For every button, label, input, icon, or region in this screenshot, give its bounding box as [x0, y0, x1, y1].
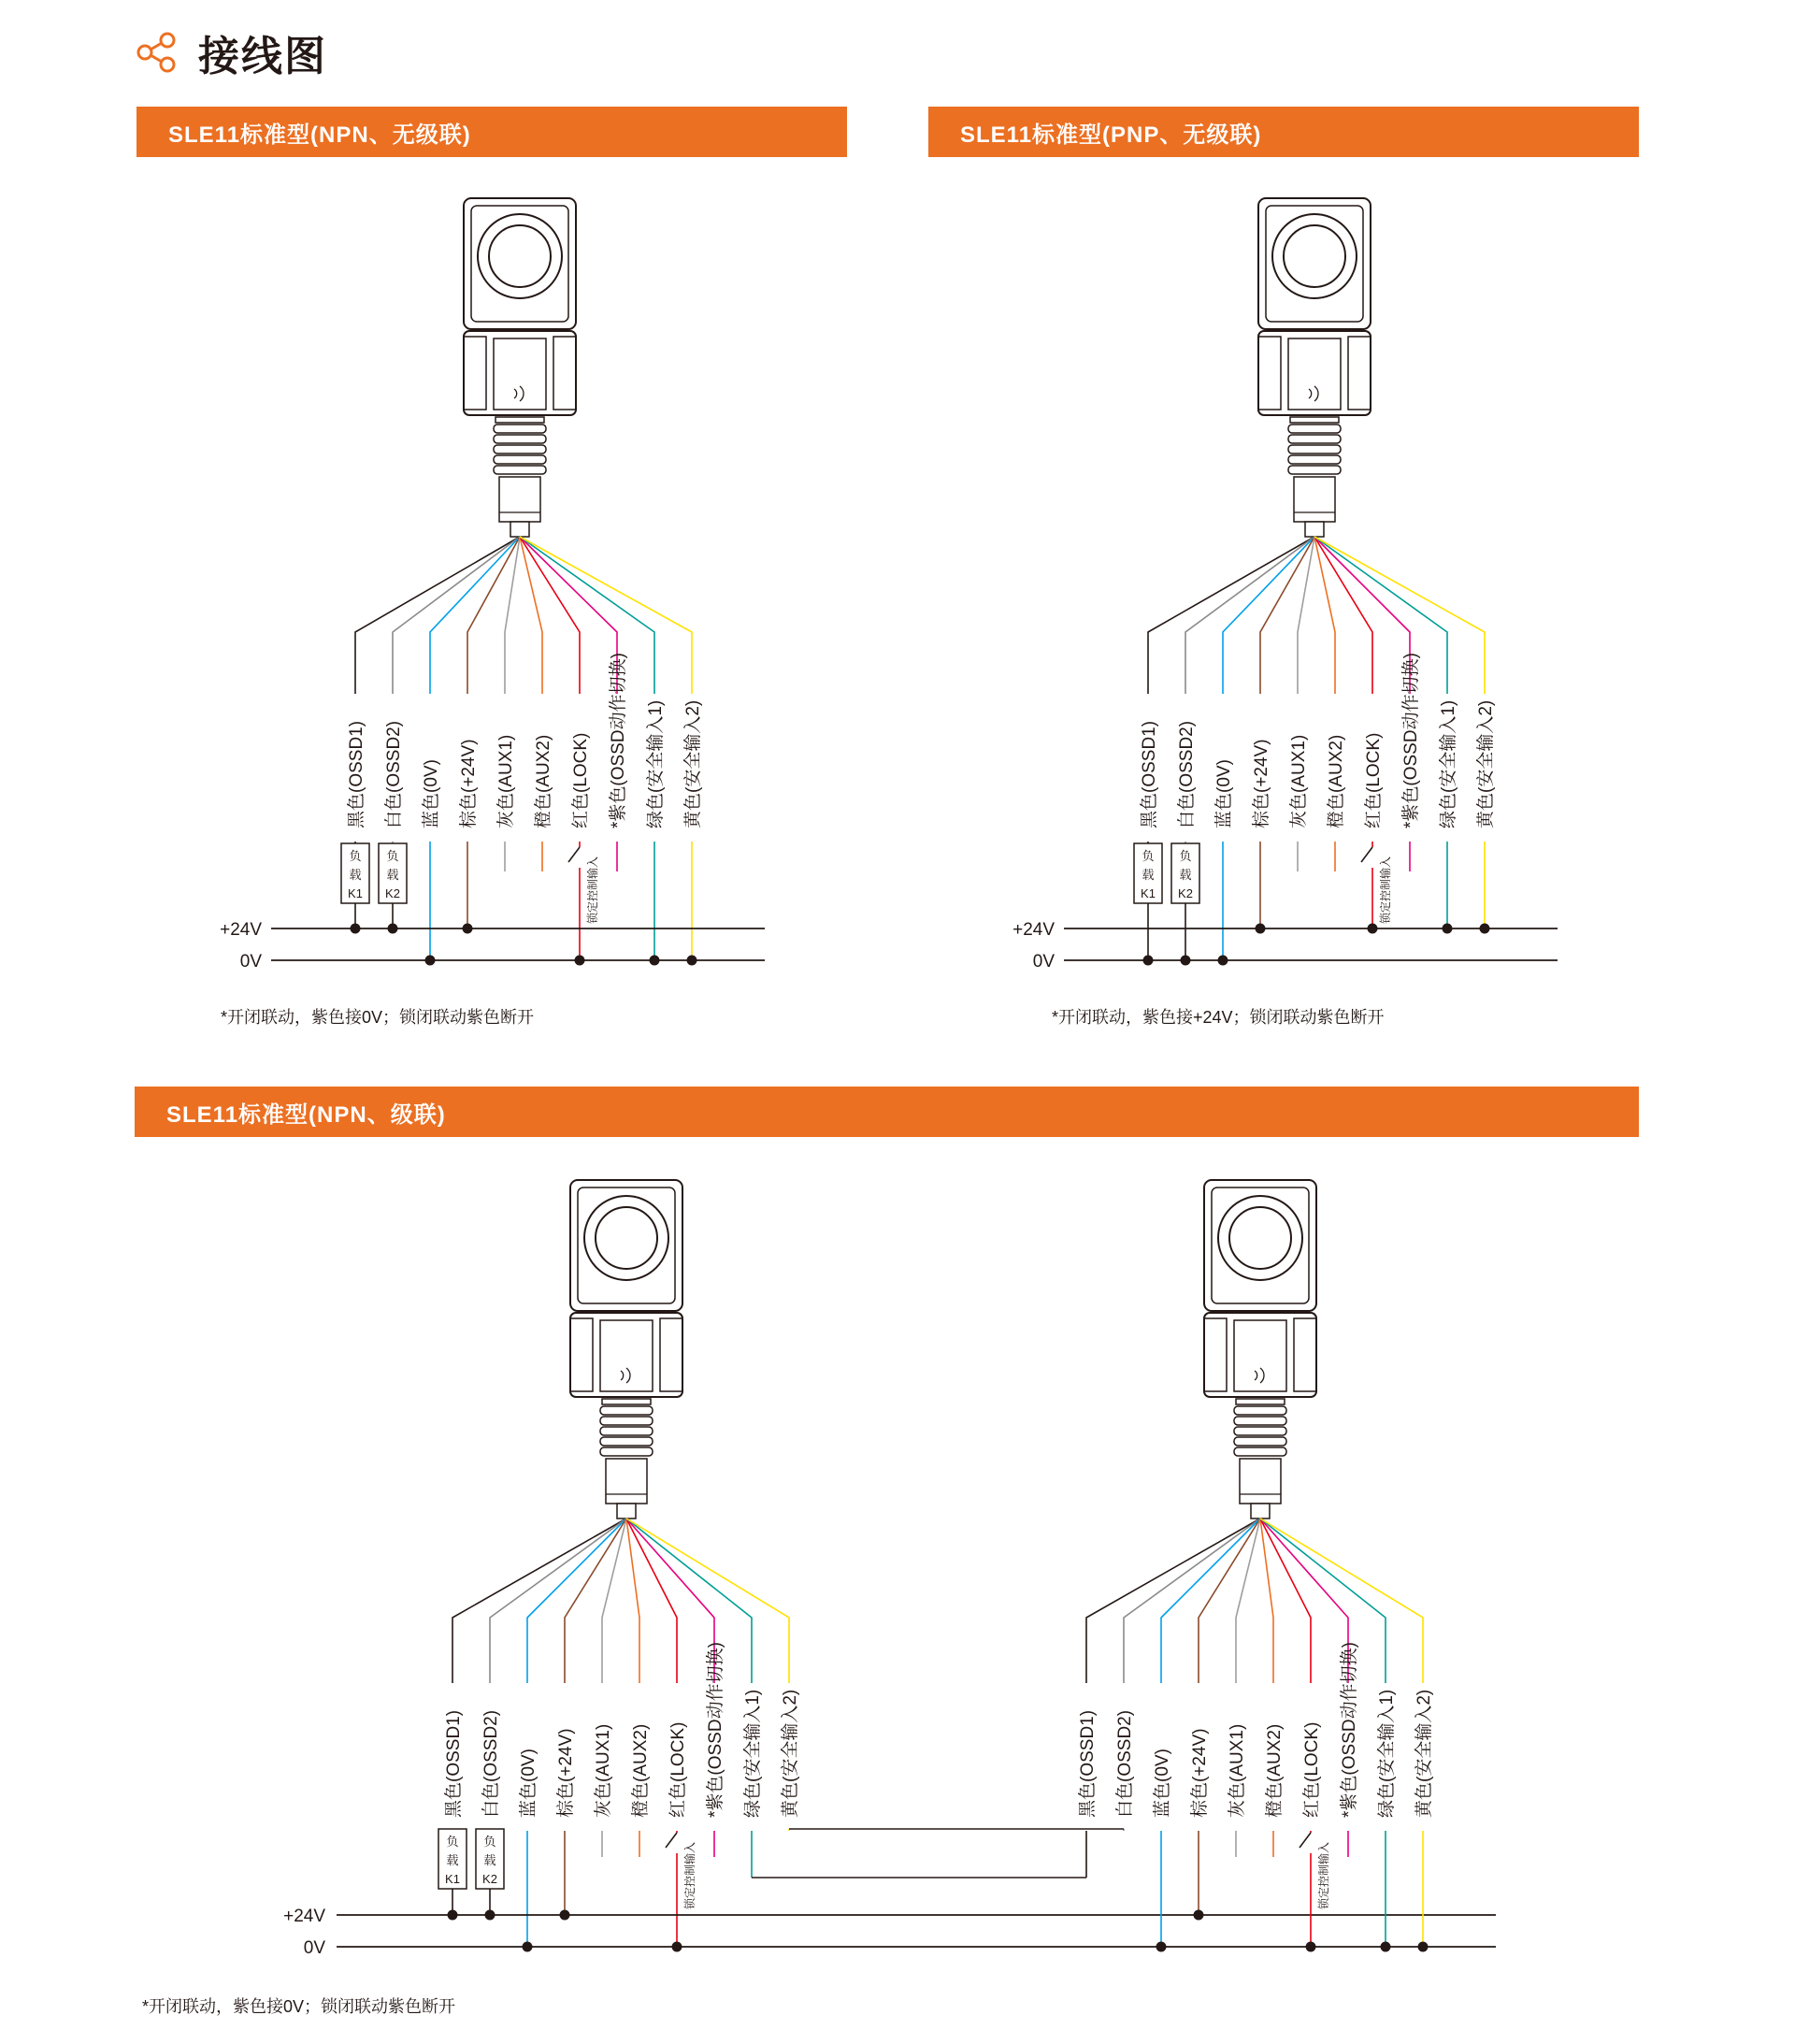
- npn-switch-label: 锁定控制输入: [586, 856, 599, 924]
- pnp-load-text: K2: [1178, 886, 1193, 900]
- casc-left-gland-ring: [600, 1447, 653, 1456]
- casc-right-wire-label: 黑色(OSSD1): [1078, 1709, 1098, 1818]
- casc-left-wire-line: [452, 1519, 626, 1683]
- casc-left-load-text: 载: [483, 1853, 496, 1867]
- casc-right-wire-label: 白色(OSSD2): [1115, 1709, 1135, 1818]
- casc-left-wire-line: [626, 1519, 677, 1683]
- pnp-wire-label: 棕色(+24V): [1252, 739, 1271, 828]
- casc-right-sensor-head: [1204, 1180, 1316, 1311]
- casc-left-rail-24v-label: +24V: [283, 1907, 325, 1926]
- npn-load-text: 负: [386, 849, 399, 863]
- casc-left-wire-line: [565, 1519, 626, 1683]
- pnp-switch-label: 锁定控制输入: [1379, 856, 1392, 924]
- casc-right-gland-ring: [1234, 1406, 1286, 1415]
- pnp-rail-24v-label: +24V: [1012, 920, 1055, 940]
- casc-right-wire-label: 橙色(AUX2): [1265, 1723, 1285, 1818]
- casc-left-sensor: [570, 1180, 682, 1519]
- casc-right-wire-6: [1260, 1519, 1285, 1857]
- casc-right-wire-5: [1227, 1519, 1260, 1857]
- npn-load-text: 负: [349, 849, 362, 863]
- pnp-wire-label: *紫色(OSSD动作切换): [1401, 653, 1421, 828]
- npn-load-text: K2: [385, 886, 400, 900]
- casc-right-gland-ring: [1234, 1417, 1286, 1425]
- casc-left-wire-label: 红色(LOCK): [668, 1721, 688, 1818]
- casc-left-wire-9: [626, 1519, 763, 1878]
- npn-wire-label: 蓝色(0V): [422, 759, 441, 828]
- casc-left-wire-6: [626, 1519, 651, 1857]
- section-title-npn: SLE11标准型(NPN、无级联): [136, 107, 847, 157]
- casc-left-rail-0v-label: 0V: [303, 1938, 325, 1958]
- npn-wire-label: 灰色(AUX1): [496, 734, 516, 828]
- casc-right-wire-label: *紫色(OSSD动作切换): [1340, 1642, 1359, 1818]
- pnp-rail-0v-label: 0V: [1032, 952, 1055, 972]
- page-title: 接线图: [198, 34, 327, 79]
- casc-left-load-text: K2: [482, 1872, 497, 1886]
- pnp-wire-label: 橙色(AUX2): [1327, 734, 1346, 828]
- casc-left-load-text: K1: [445, 1872, 460, 1886]
- casc-right-junction-dot: [1381, 1942, 1391, 1952]
- casc-right-wire-line: [1260, 1519, 1386, 1683]
- npn-wire-label: 黄色(安全输入2): [683, 699, 703, 828]
- casc-left-junction-dot: [560, 1910, 570, 1921]
- casc-right-wire-label: 灰色(AUX1): [1228, 1723, 1247, 1818]
- casc-left-cable-end: [617, 1504, 636, 1519]
- casc-left-wire-label: 黄色(安全输入2): [781, 1689, 800, 1818]
- casc-left-gland-ring: [600, 1437, 653, 1446]
- pnp-wire-label: 黄色(安全输入2): [1476, 699, 1496, 828]
- casc-right-wire-label: 红色(LOCK): [1302, 1721, 1322, 1818]
- casc-left-wire-line: [626, 1519, 639, 1683]
- casc-right-wire-line: [1236, 1519, 1260, 1683]
- casc-left-junction-dot: [448, 1910, 458, 1921]
- pnp-wire-label: 蓝色(0V): [1214, 759, 1234, 828]
- npn-rail-0v-label: 0V: [239, 952, 262, 972]
- casc-right-gland-ring: [1234, 1427, 1286, 1435]
- casc-left-gland-ring: [600, 1417, 653, 1425]
- casc-right-gland-cap: [1236, 1399, 1285, 1404]
- casc-left-junction-dot: [672, 1942, 682, 1952]
- npn-wire-label: 绿色(安全输入1): [646, 699, 666, 828]
- casc-left-sensor-head: [570, 1180, 682, 1311]
- casc-right-switch-blade: [1300, 1833, 1311, 1848]
- casc-left-wire-label: *紫色(OSSD动作切换): [706, 1642, 725, 1818]
- casc-left-wire-label: 白色(OSSD2): [481, 1709, 501, 1818]
- casc-left-gland-ring: [600, 1427, 653, 1435]
- npn-wire-label: 橙色(AUX2): [534, 734, 553, 828]
- npn-load-text: K1: [348, 886, 363, 900]
- casc-left-junction-dot: [485, 1910, 495, 1921]
- casc-left-wire-label: 灰色(AUX1): [594, 1723, 613, 1818]
- casc-right-sensor-body: [1204, 1313, 1316, 1397]
- casc-left-wire-1: [438, 1519, 626, 1915]
- npn-wire-label: 黑色(OSSD1): [347, 720, 366, 828]
- casc-left-gland-ring: [600, 1406, 653, 1415]
- casc-left-wire-5: [593, 1519, 626, 1857]
- casc-right-cable-end: [1251, 1504, 1270, 1519]
- casc-right-junction-dot: [1194, 1910, 1204, 1921]
- casc-right-wire-line: [1199, 1519, 1260, 1683]
- pnp-load-text: K1: [1141, 886, 1156, 900]
- casc-right-gland-nut: [1240, 1459, 1281, 1504]
- casc-right-wire-line: [1086, 1519, 1260, 1683]
- npn-rail-24v-label: +24V: [220, 920, 262, 940]
- casc-left-wire-line: [626, 1519, 752, 1683]
- footnote-pnp: *开闭联动，紫色接+24V；锁闭联动紫色断开: [1052, 1008, 1385, 1027]
- pnp-wire-label: 绿色(安全输入1): [1439, 699, 1458, 828]
- npn-wire-label: *紫色(OSSD动作切换): [609, 653, 628, 828]
- casc-right-wire-line: [1260, 1519, 1311, 1683]
- casc-left-switch-blade: [666, 1833, 677, 1848]
- casc-right-switch-label: 锁定控制输入: [1317, 1841, 1330, 1909]
- casc-right-wire-line: [1260, 1519, 1273, 1683]
- section-title-pnp: SLE11标准型(PNP、无级联): [928, 107, 1639, 157]
- casc-right-wire-label: 棕色(+24V): [1190, 1728, 1210, 1818]
- pnp-load-text: 负: [1142, 849, 1155, 863]
- footnote-cascade: *开闭联动，紫色接0V；锁闭联动紫色断开: [142, 1997, 456, 2016]
- casc-left-wire-label: 蓝色(0V): [519, 1749, 538, 1818]
- casc-right-wire-1: [1077, 1519, 1260, 1878]
- casc-right-junction-dot: [1156, 1942, 1167, 1952]
- casc-right-wire-label: 绿色(安全输入1): [1377, 1689, 1397, 1818]
- casc-right-gland-ring: [1234, 1447, 1286, 1456]
- pnp-load-text: 载: [1179, 868, 1192, 882]
- casc-right-wire-label: 黄色(安全输入2): [1414, 1689, 1434, 1818]
- casc-left-switch-label: 锁定控制输入: [683, 1841, 696, 1909]
- casc-left-wire-label: 橙色(AUX2): [631, 1723, 651, 1818]
- footnote-npn: *开闭联动，紫色接0V；锁闭联动紫色断开: [221, 1008, 535, 1027]
- casc-left-gland-cap: [602, 1399, 651, 1404]
- section-title-cascade: SLE11标准型(NPN、级联): [135, 1087, 1639, 1137]
- casc-left-load-text: 负: [446, 1835, 459, 1849]
- casc-right-junction-dot: [1418, 1942, 1429, 1952]
- casc-right-sensor: [1204, 1180, 1316, 1519]
- pnp-load-text: 负: [1179, 849, 1192, 863]
- pnp-load-text: 载: [1142, 868, 1155, 882]
- npn-wire-label: 红色(LOCK): [571, 732, 591, 828]
- casc-left-wire-label: 绿色(安全输入1): [743, 1689, 763, 1818]
- casc-right-junction-dot: [1306, 1942, 1316, 1952]
- pnp-wire-label: 红色(LOCK): [1364, 732, 1384, 828]
- npn-wire-label: 棕色(+24V): [459, 739, 479, 828]
- casc-right-wire-label: 蓝色(0V): [1153, 1749, 1172, 1818]
- pnp-wire-label: 黑色(OSSD1): [1140, 720, 1159, 828]
- casc-left-wire-label: 黑色(OSSD1): [444, 1709, 464, 1818]
- pnp-wire-label: 白色(OSSD2): [1177, 720, 1197, 828]
- npn-load-text: 载: [386, 868, 399, 882]
- casc-left-load-text: 负: [483, 1835, 496, 1849]
- npn-wire-label: 白色(OSSD2): [384, 720, 404, 828]
- pnp-wire-label: 灰色(AUX1): [1289, 734, 1309, 828]
- casc-left-gland-nut: [606, 1459, 647, 1504]
- casc-right-gland-ring: [1234, 1437, 1286, 1446]
- casc-left-sensor-body: [570, 1313, 682, 1397]
- casc-left-load-text: 载: [446, 1853, 459, 1867]
- npn-load-text: 载: [349, 868, 362, 882]
- casc-left-wire-line: [602, 1519, 626, 1683]
- casc-left-wire-label: 棕色(+24V): [556, 1728, 576, 1818]
- casc-left-wire-2: [476, 1519, 626, 1915]
- casc-left-junction-dot: [523, 1942, 533, 1952]
